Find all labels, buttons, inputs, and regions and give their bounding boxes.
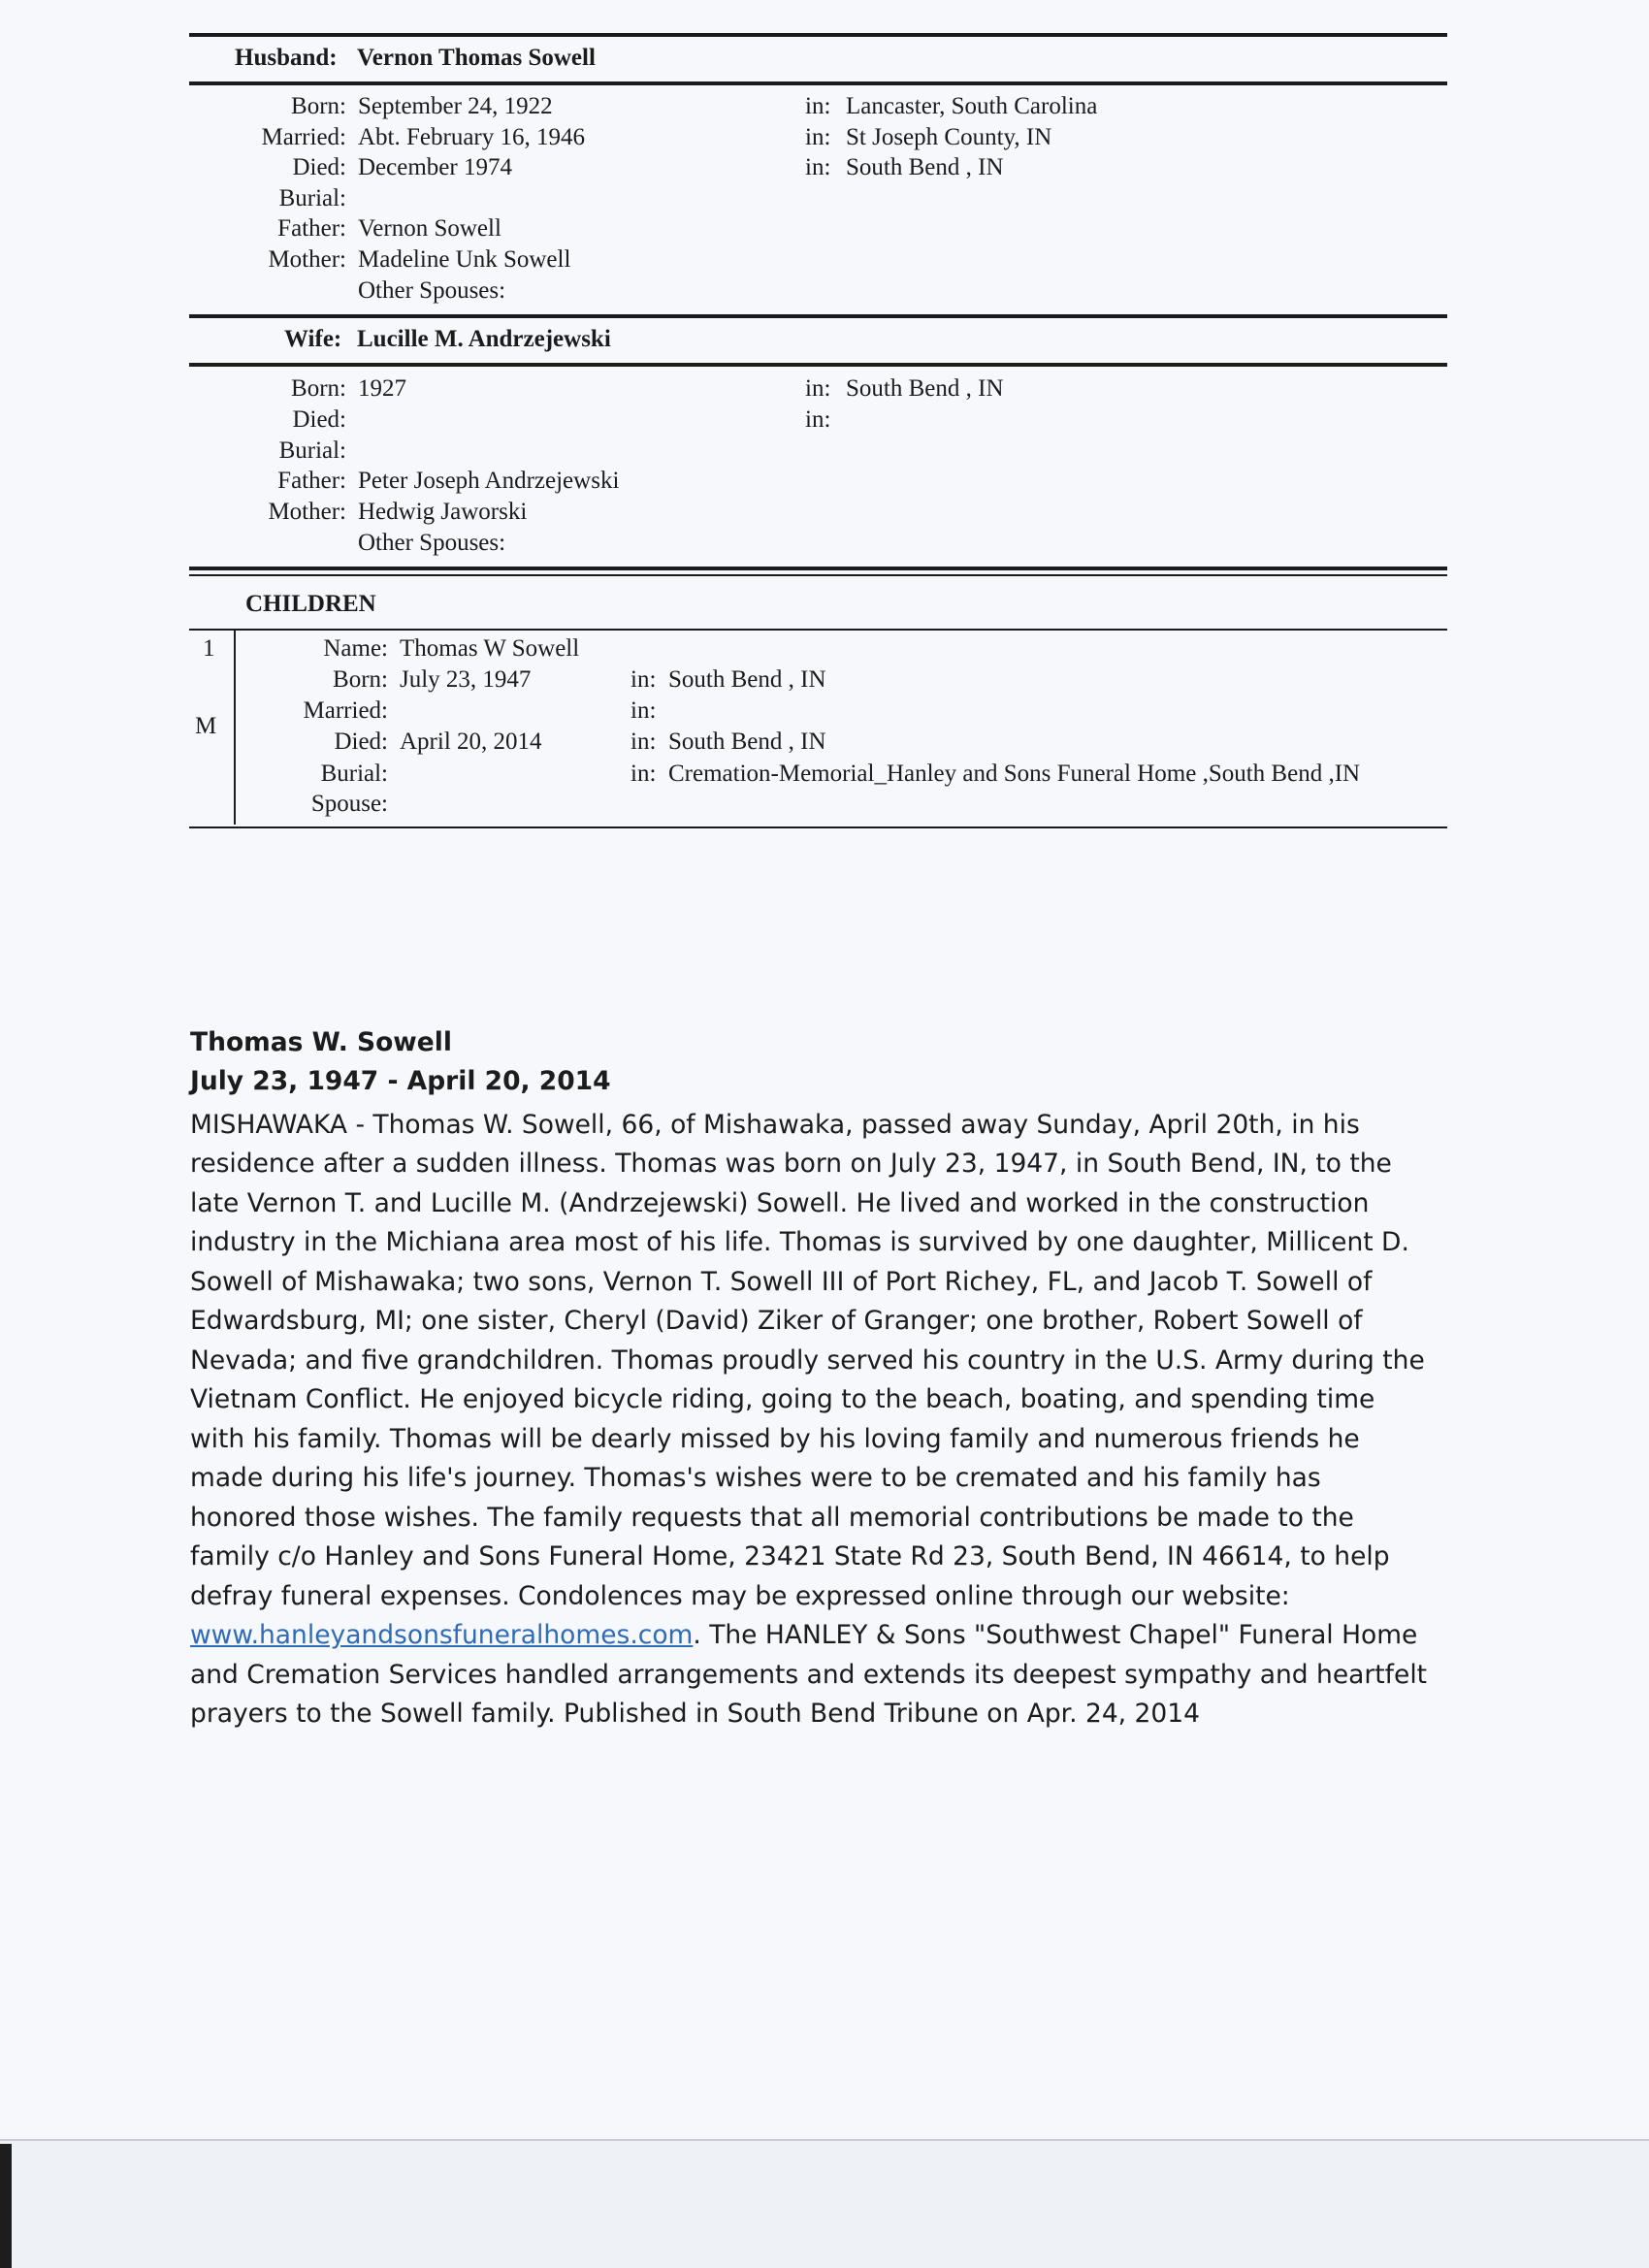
- obituary-line: Sowell of Mishawaka; two sons, Vernon T. Sowell III of Port Richey, FL, and Jacob T. Sowell of: [190, 1267, 1373, 1297]
- field-value: Madeline Unk Sowell: [358, 246, 571, 273]
- obituary-line: Vietnam Conflict. He enjoyed bicycle riding, going to the beach, boating, and spending time: [190, 1384, 1375, 1414]
- husband-name: Vernon Thomas Sowell: [357, 45, 596, 71]
- obituary-line: defray funeral expenses. Condolences may be expressed online through our website:: [190, 1581, 1290, 1611]
- wife-name: Lucille M. Andrzejewski: [357, 326, 611, 352]
- place-label: in:: [630, 666, 657, 693]
- obituary-line: made during his life's journey. Thomas's wishes were to be cremated and his family has: [190, 1463, 1321, 1493]
- scanner-shadow: [0, 2144, 12, 2268]
- place-value: Cremation-Memorial_Hanley and Sons Funeral Home ,South Bend ,IN: [668, 761, 1361, 787]
- field-value: September 24, 1922: [358, 93, 553, 119]
- field-label: Name:: [323, 635, 388, 662]
- obituary-line: family c/o Hanley and Sons Funeral Home, 23421 State Rd 23, South Bend, IN 46614, to help: [190, 1541, 1390, 1571]
- divider: [189, 567, 1447, 570]
- place-value: St Joseph County, IN: [846, 124, 1052, 150]
- obituary-line: with his family. Thomas will be dearly missed by his loving family and numerous friends he: [190, 1424, 1360, 1454]
- field-label: Died:: [292, 154, 346, 180]
- child-number: 1: [203, 635, 215, 662]
- child-sex: M: [195, 713, 217, 739]
- divider: [189, 363, 1447, 367]
- place-label: in:: [805, 124, 831, 150]
- wife-heading-label: Wife:: [284, 326, 342, 352]
- obituary-line: and Cremation Services handled arrangements and extends its deepest sympathy and heartfelt: [190, 1660, 1428, 1690]
- other-spouses-label: Other Spouses:: [358, 277, 506, 304]
- divider: [189, 574, 1447, 576]
- place-label: in:: [805, 375, 831, 402]
- divider: [189, 314, 1447, 318]
- place-label: in:: [630, 697, 657, 724]
- obituary-line: prayers to the Sowell family. Published in South Bend Tribune on Apr. 24, 2014: [190, 1699, 1200, 1729]
- field-value: December 1974: [358, 154, 512, 180]
- obituary-line: industry in the Michiana area most of his life. Thomas is survived by one daughter, Millicent D.: [190, 1227, 1409, 1257]
- children-heading: CHILDREN: [245, 591, 376, 617]
- field-label: Spouse:: [310, 791, 388, 817]
- field-label: Father:: [277, 468, 346, 494]
- field-label: Mother:: [268, 499, 346, 525]
- field-label: Died:: [334, 729, 388, 755]
- place-value: Lancaster, South Carolina: [846, 93, 1098, 119]
- field-label: Burial:: [320, 761, 388, 787]
- field-label: Born:: [291, 375, 346, 402]
- field-value: 1927: [358, 375, 406, 402]
- place-value: South Bend , IN: [668, 729, 826, 755]
- field-label: Burial:: [278, 437, 346, 464]
- husband-heading-label: Husband:: [235, 45, 338, 71]
- field-label: Father:: [277, 215, 346, 242]
- field-label: Born:: [333, 666, 388, 693]
- obituary-line: late Vernon T. and Lucille M. (Andrzejewski) Sowell. He lived and worked in the construction: [190, 1188, 1370, 1218]
- field-value: Vernon Sowell: [358, 215, 501, 242]
- obituary-dates: July 23, 1947 - April 20, 2014: [190, 1066, 611, 1096]
- field-value: Peter Joseph Andrzejewski: [358, 468, 620, 494]
- place-value: South Bend , IN: [668, 666, 826, 693]
- obituary-line: honored those wishes. The family requests that all memorial contributions be made to the: [190, 1503, 1354, 1533]
- place-value: South Bend , IN: [846, 375, 1004, 402]
- place-label: in:: [805, 406, 831, 433]
- divider: [189, 826, 1447, 828]
- obituary-name: Thomas W. Sowell: [190, 1027, 452, 1057]
- field-label: Married:: [303, 697, 388, 724]
- field-label: Mother:: [268, 246, 346, 273]
- obituary-line: Nevada; and five grandchildren. Thomas proudly served his country in the U.S. Army during the: [190, 1345, 1425, 1376]
- obituary-line: Edwardsburg, MI; one sister, Cheryl (David) Ziker of Granger; one brother, Robert Sowell of: [190, 1306, 1363, 1336]
- field-value: April 20, 2014: [400, 729, 542, 755]
- obituary-line: residence after a sudden illness. Thomas was born on July 23, 1947, in South Bend, IN, to the: [190, 1149, 1392, 1179]
- obituary-line: MISHAWAKA - Thomas W. Sowell, 66, of Mishawaka, passed away Sunday, April 20th, in his: [190, 1110, 1360, 1140]
- divider: [189, 81, 1447, 85]
- field-value: Thomas W Sowell: [400, 635, 580, 662]
- field-label: Died:: [292, 406, 346, 433]
- field-value: Hedwig Jaworski: [358, 499, 528, 525]
- place-label: in:: [805, 154, 831, 180]
- field-label: Born:: [291, 93, 346, 119]
- place-label: in:: [805, 93, 831, 119]
- place-label: in:: [630, 761, 657, 787]
- field-value: Abt. February 16, 1946: [358, 124, 585, 150]
- obituary-line: [190, 1616, 1417, 1656]
- divider: [189, 629, 1447, 631]
- place-value: South Bend , IN: [846, 154, 1004, 180]
- obituary-line-tail: . The HANLEY & Sons "Southwest Chapel" Funeral Home: [693, 1620, 1418, 1650]
- field-label: Burial:: [278, 185, 346, 211]
- field-label: Married:: [261, 124, 346, 150]
- other-spouses-label: Other Spouses:: [358, 530, 506, 556]
- page-edge: [0, 2139, 1649, 2141]
- place-label: in:: [630, 729, 657, 755]
- funeral-home-website-link[interactable]: www.hanleyandsonsfuneralhomes.com: [190, 1620, 694, 1650]
- divider: [189, 33, 1447, 37]
- field-value: July 23, 1947: [400, 666, 532, 693]
- scanner-bed: [0, 2139, 1649, 2268]
